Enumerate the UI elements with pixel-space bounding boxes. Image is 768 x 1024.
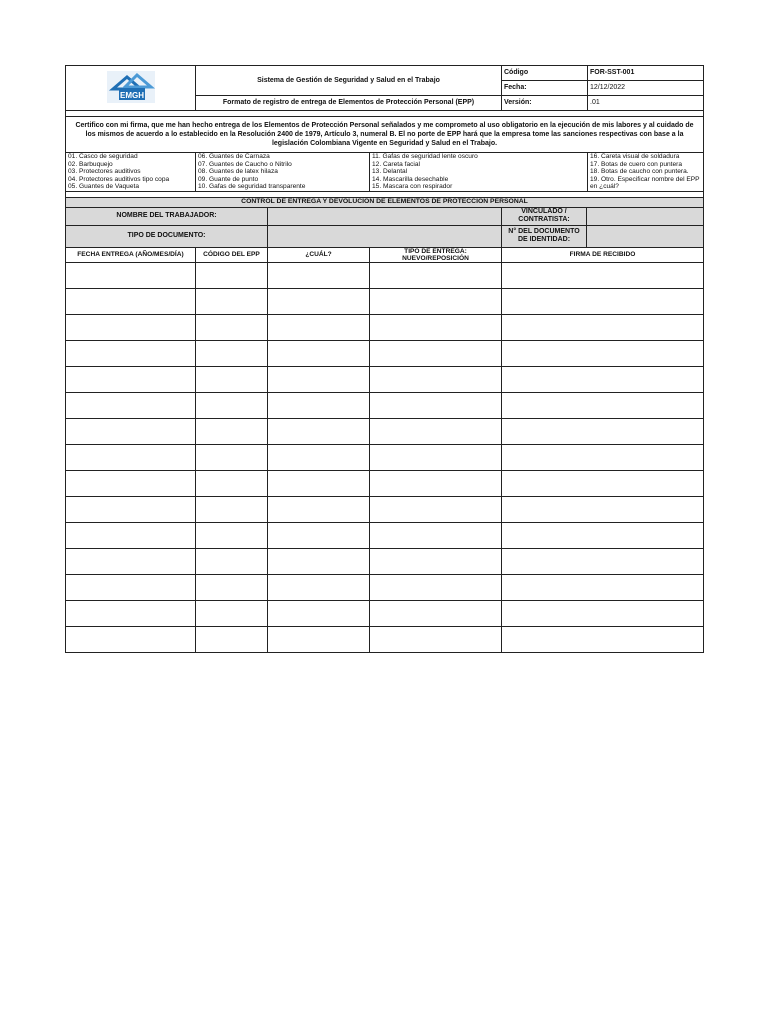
- date-cell[interactable]: [66, 418, 196, 444]
- signature-cell[interactable]: [502, 470, 704, 496]
- date-cell[interactable]: [66, 470, 196, 496]
- col-type: TIPO DE ENTREGA: NUEVO/REPOSICIÓN: [370, 247, 502, 262]
- type-cell[interactable]: [370, 262, 502, 288]
- epp-item: 07. Guantes de Caucho o Nitrilo: [198, 160, 292, 168]
- version-value: .01: [588, 96, 704, 111]
- epp-item: 08. Guantes de latex hilaza: [198, 168, 278, 176]
- doc-number-label: N° DEL DOCUMENTO DE IDENTIDAD:: [502, 225, 587, 247]
- code-cell[interactable]: [196, 366, 268, 392]
- code-cell[interactable]: [196, 548, 268, 574]
- table-row: [66, 600, 704, 626]
- table-row: [66, 548, 704, 574]
- signature-cell[interactable]: [502, 444, 704, 470]
- date-cell[interactable]: [66, 314, 196, 340]
- epp-item: 06. Guantes de Carnaza: [198, 153, 270, 160]
- table-row: [66, 418, 704, 444]
- table-row: [66, 444, 704, 470]
- epp-item: 11. Gafas de seguridad lente oscuro: [372, 153, 478, 160]
- which-cell[interactable]: [268, 366, 370, 392]
- code-cell[interactable]: [196, 574, 268, 600]
- type-cell[interactable]: [370, 288, 502, 314]
- table-row: [66, 314, 704, 340]
- table-row: [66, 496, 704, 522]
- table-row: [66, 340, 704, 366]
- which-cell[interactable]: [268, 496, 370, 522]
- type-cell[interactable]: [370, 314, 502, 340]
- type-cell[interactable]: [370, 600, 502, 626]
- which-cell[interactable]: [268, 340, 370, 366]
- epp-form: [65, 65, 704, 653]
- which-cell[interactable]: [268, 288, 370, 314]
- col-date: FECHA ENTREGA (AÑO/MES/DÍA): [66, 247, 196, 262]
- date-cell[interactable]: [66, 574, 196, 600]
- which-cell[interactable]: [268, 444, 370, 470]
- code-label: Código: [502, 66, 588, 81]
- header-table: [65, 65, 704, 111]
- table-row: [66, 392, 704, 418]
- code-cell[interactable]: [196, 418, 268, 444]
- epp-item: 02. Barbuquejo: [68, 160, 113, 168]
- type-cell[interactable]: [370, 574, 502, 600]
- type-cell[interactable]: [370, 522, 502, 548]
- table-row: [66, 626, 704, 652]
- signature-cell[interactable]: [502, 574, 704, 600]
- code-value: FOR-SST-001: [588, 66, 704, 81]
- epp-item: 17. Botas de cuero con puntera: [590, 160, 683, 168]
- which-cell[interactable]: [268, 314, 370, 340]
- which-cell[interactable]: [268, 522, 370, 548]
- which-cell[interactable]: [268, 392, 370, 418]
- type-cell[interactable]: [370, 626, 502, 652]
- epp-item: 03. Protectores auditivos: [68, 168, 141, 176]
- doc-type-label: TIPO DE DOCUMENTO:: [66, 225, 268, 247]
- table-row: [66, 574, 704, 600]
- signature-cell[interactable]: [502, 522, 704, 548]
- type-cell[interactable]: [370, 470, 502, 496]
- which-cell[interactable]: [268, 626, 370, 652]
- code-cell[interactable]: [196, 314, 268, 340]
- epp-item: 09. Guante de punto: [198, 175, 259, 183]
- table-row: [66, 522, 704, 548]
- epp-item: 16. Careta visual de soldadura: [590, 153, 680, 160]
- col-code: CÓDIGO DEL EPP: [196, 247, 268, 262]
- signature-cell[interactable]: [502, 392, 704, 418]
- date-cell[interactable]: [66, 262, 196, 288]
- which-cell[interactable]: [268, 262, 370, 288]
- epp-column-3: [370, 153, 588, 191]
- which-cell[interactable]: [268, 548, 370, 574]
- code-cell[interactable]: [196, 626, 268, 652]
- worker-name-label: NOMBRE DEL TRABAJADOR:: [66, 207, 268, 225]
- linked-field[interactable]: [587, 207, 704, 225]
- signature-cell[interactable]: [502, 340, 704, 366]
- code-cell[interactable]: [196, 392, 268, 418]
- epp-item: 13. Delantal: [372, 168, 408, 176]
- which-cell[interactable]: [268, 470, 370, 496]
- signature-cell[interactable]: [502, 262, 704, 288]
- format-title: Formato de registro de entrega de Elementos de Protección Personal (EPP): [196, 96, 502, 111]
- date-cell[interactable]: [66, 496, 196, 522]
- date-cell[interactable]: [66, 366, 196, 392]
- signature-cell[interactable]: [502, 626, 704, 652]
- col-which: ¿CUÁL?: [268, 247, 370, 262]
- which-cell[interactable]: [268, 600, 370, 626]
- type-cell[interactable]: [370, 548, 502, 574]
- code-cell[interactable]: [196, 444, 268, 470]
- epp-item: 04. Protectores auditivos tipo copa: [68, 175, 170, 183]
- epp-item: 15. Mascara con respirador: [372, 183, 453, 191]
- epp-item: 18. Botas de caucho con puntera.: [590, 168, 689, 176]
- version-label: Versión:: [502, 96, 588, 111]
- signature-cell[interactable]: [502, 418, 704, 444]
- code-cell[interactable]: [196, 340, 268, 366]
- epp-column-1: [66, 153, 196, 191]
- epp-item: 12. Careta facial: [372, 160, 421, 168]
- signature-cell[interactable]: [502, 548, 704, 574]
- table-row: [66, 366, 704, 392]
- which-cell[interactable]: [268, 574, 370, 600]
- doc-type-field[interactable]: [268, 225, 502, 247]
- which-cell[interactable]: [268, 418, 370, 444]
- date-cell[interactable]: [66, 600, 196, 626]
- table-row: [66, 262, 704, 288]
- type-cell[interactable]: [370, 496, 502, 522]
- doc-number-field[interactable]: [587, 225, 704, 247]
- date-cell[interactable]: [66, 288, 196, 314]
- type-cell[interactable]: [370, 340, 502, 366]
- code-cell[interactable]: [196, 522, 268, 548]
- code-cell[interactable]: [196, 262, 268, 288]
- signature-cell[interactable]: [502, 314, 704, 340]
- date-cell[interactable]: [66, 548, 196, 574]
- type-cell[interactable]: [370, 418, 502, 444]
- code-cell[interactable]: [196, 470, 268, 496]
- control-table: [65, 197, 704, 653]
- epp-item: 05. Guantes de Vaqueta: [68, 183, 139, 191]
- epp-item: 10. Gafas de seguridad transparente: [198, 183, 306, 191]
- epp-column-2: [196, 153, 370, 191]
- type-cell[interactable]: [370, 366, 502, 392]
- signature-cell[interactable]: [502, 600, 704, 626]
- signature-cell[interactable]: [502, 366, 704, 392]
- signature-cell[interactable]: [502, 496, 704, 522]
- epp-item: 01. Casco de seguridad: [68, 153, 138, 160]
- table-row: [66, 288, 704, 314]
- type-cell[interactable]: [370, 392, 502, 418]
- type-cell[interactable]: [370, 444, 502, 470]
- epp-item: 19. Otro. Especificar nombre del EPP en ¿cuál?: [590, 175, 700, 191]
- logo-text: EMGH: [119, 90, 144, 100]
- code-cell[interactable]: [196, 600, 268, 626]
- control-title: CONTROL DE ENTREGA Y DEVOLUCIÓN DE ELEMENTOS DE PROTECCIÓN PERSONAL: [66, 197, 704, 207]
- date-cell[interactable]: [66, 522, 196, 548]
- date-value: 12/12/2022: [588, 81, 704, 96]
- delivery-rows: [66, 262, 704, 652]
- company-logo-icon: [105, 69, 157, 105]
- certification-text: Certifico con mi firma, que me han hecho entrega de los Elementos de Protección Personal señalados y me comprometo al uso obligatorio en la ejecución de mis labores y al cuidado de los mismos de acuerdo a lo establecido en la Resolución 2400 de 1979, Artículo 3, numeral B. El no porte de EPP hará que la empresa tome las sanciones respectivas con base a la legislación Colombiana Vigente en Seguridad y Salud en el Trabajo.: [66, 117, 704, 153]
- date-cell[interactable]: [66, 626, 196, 652]
- col-signature: FIRMA DE RECIBIDO: [502, 247, 704, 262]
- epp-column-4: [588, 153, 704, 191]
- date-cell[interactable]: [66, 444, 196, 470]
- signature-cell[interactable]: [502, 288, 704, 314]
- certification-table: [65, 116, 704, 153]
- date-cell[interactable]: [66, 340, 196, 366]
- linked-label: VINCULADO / CONTRATISTA:: [502, 207, 587, 225]
- epp-item: 14. Mascarilla desechable: [372, 175, 449, 183]
- code-cell[interactable]: [196, 288, 268, 314]
- worker-name-field[interactable]: [268, 207, 502, 225]
- table-row: [66, 470, 704, 496]
- code-cell[interactable]: [196, 496, 268, 522]
- epp-list-table: [65, 153, 704, 192]
- date-label: Fecha:: [502, 81, 588, 96]
- logo: [66, 66, 196, 111]
- system-title: Sistema de Gestión de Seguridad y Salud en el Trabajo: [196, 66, 502, 96]
- date-cell[interactable]: [66, 392, 196, 418]
